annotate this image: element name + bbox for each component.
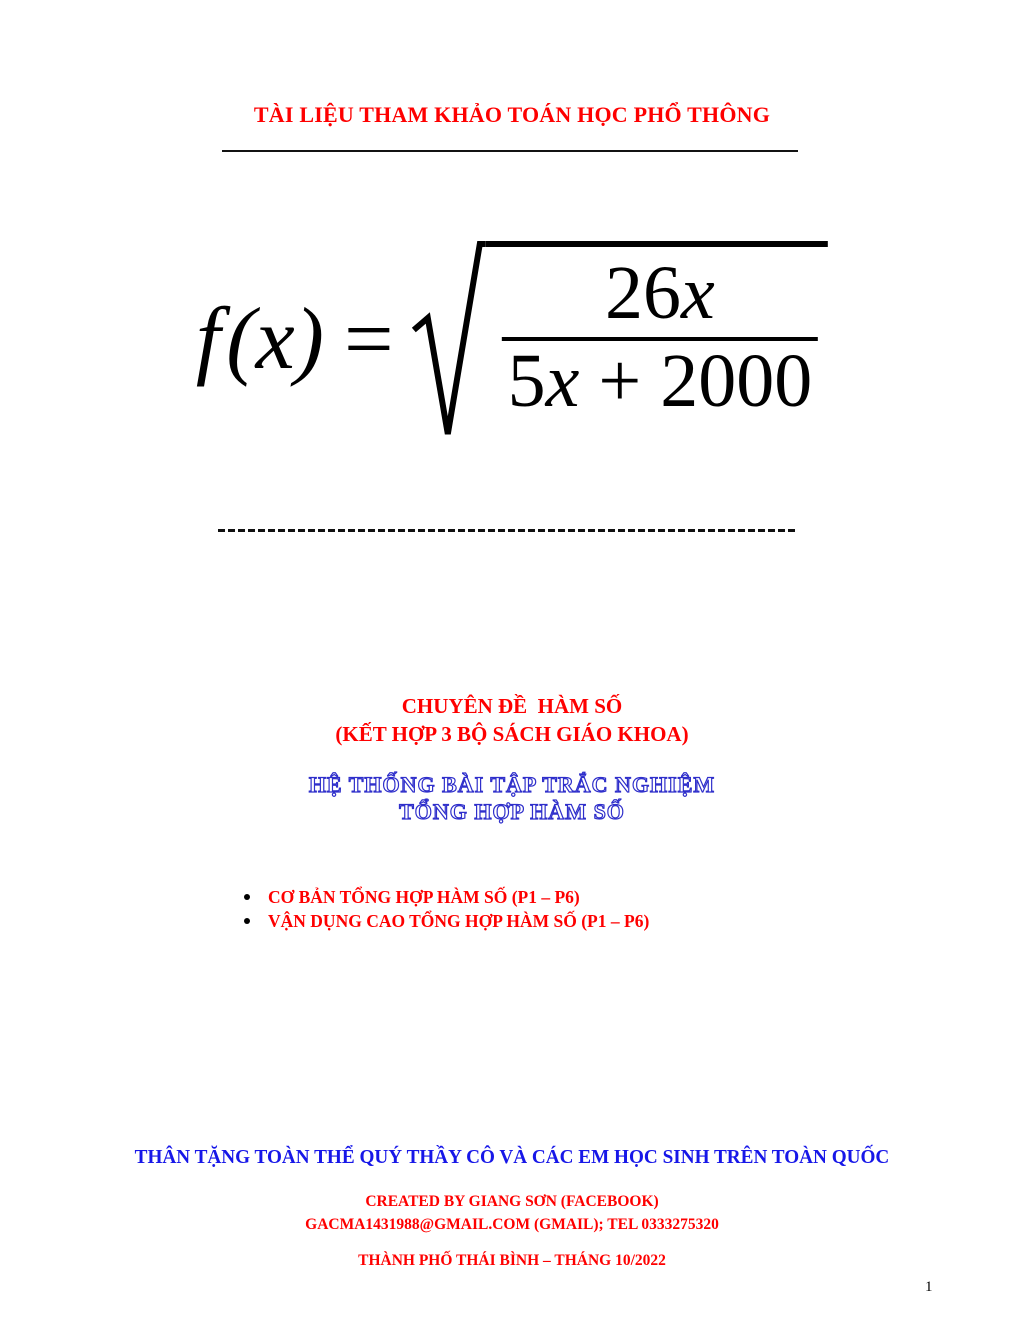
fraction <box>502 251 819 423</box>
function-argument: (x) <box>226 291 324 388</box>
credits-author-line: CREATED BY GIANG SƠN (FACEBOOK) <box>365 1193 659 1210</box>
function-symbol: f <box>195 291 221 388</box>
math-formula <box>196 238 828 442</box>
title-underline <box>222 150 798 152</box>
denominator-constant: 2000 <box>660 338 813 423</box>
radicand <box>486 241 829 442</box>
subtitle-outline-text <box>0 771 1024 825</box>
numerator-coefficient: 26 <box>605 251 682 335</box>
list-item-label: VẬN DỤNG CAO TỔNG HỢP HÀM SỐ (P1 – P6) <box>268 911 650 931</box>
credits-block <box>0 1190 1024 1236</box>
radical-sign-icon <box>412 238 486 442</box>
denominator-variable: x <box>545 338 580 423</box>
subtitle-line1: HỆ THỐNG BÀI TẬP TRẮC NGHIỆM <box>308 772 716 797</box>
numerator-variable: x <box>681 251 715 335</box>
credits-city-line: THÀNH PHỐ THÁI BÌNH – THÁNG 10/2022 <box>358 1252 666 1269</box>
dedication-line: THÂN TẶNG TOÀN THỂ QUÝ THẦY CÔ VÀ CÁC EM HỌC SINH TRÊN TOÀN QUỐC <box>134 1146 890 1168</box>
document-title: TÀI LIỆU THAM KHẢO TOÁN HỌC PHỔ THÔNG <box>253 102 771 127</box>
dashed-divider <box>218 529 796 532</box>
list-item <box>244 885 649 909</box>
topic-heading-line2: (KẾT HỢP 3 BỘ SÁCH GIÁO KHOA) <box>335 722 689 746</box>
bullet-dot-icon <box>244 894 250 900</box>
topic-heading <box>0 692 1024 748</box>
credits-contact-line: GACMA1431988@GMAIL.COM (GMAIL); TEL 0333275320 <box>305 1216 719 1233</box>
denominator-coefficient: 5 <box>507 338 546 423</box>
bullet-dot-icon <box>244 918 250 924</box>
bullet-list <box>244 885 649 933</box>
topic-heading-line1: CHUYÊN ĐỀ HÀM SỐ <box>401 694 623 718</box>
list-item <box>244 909 649 933</box>
list-item-label: CƠ BẢN TỔNG HỢP HÀM SỐ (P1 – P6) <box>268 887 580 907</box>
fraction-denominator <box>502 337 819 421</box>
equals-sign: = <box>343 291 394 388</box>
page-number: 1 <box>925 1279 933 1295</box>
fraction-numerator <box>597 251 723 337</box>
formula-left-hand-side <box>195 291 394 388</box>
square-root-expression <box>412 238 829 442</box>
denominator-operator: + <box>579 338 661 423</box>
subtitle-line2: TỔNG HỢP HÀM SỐ <box>399 799 625 824</box>
